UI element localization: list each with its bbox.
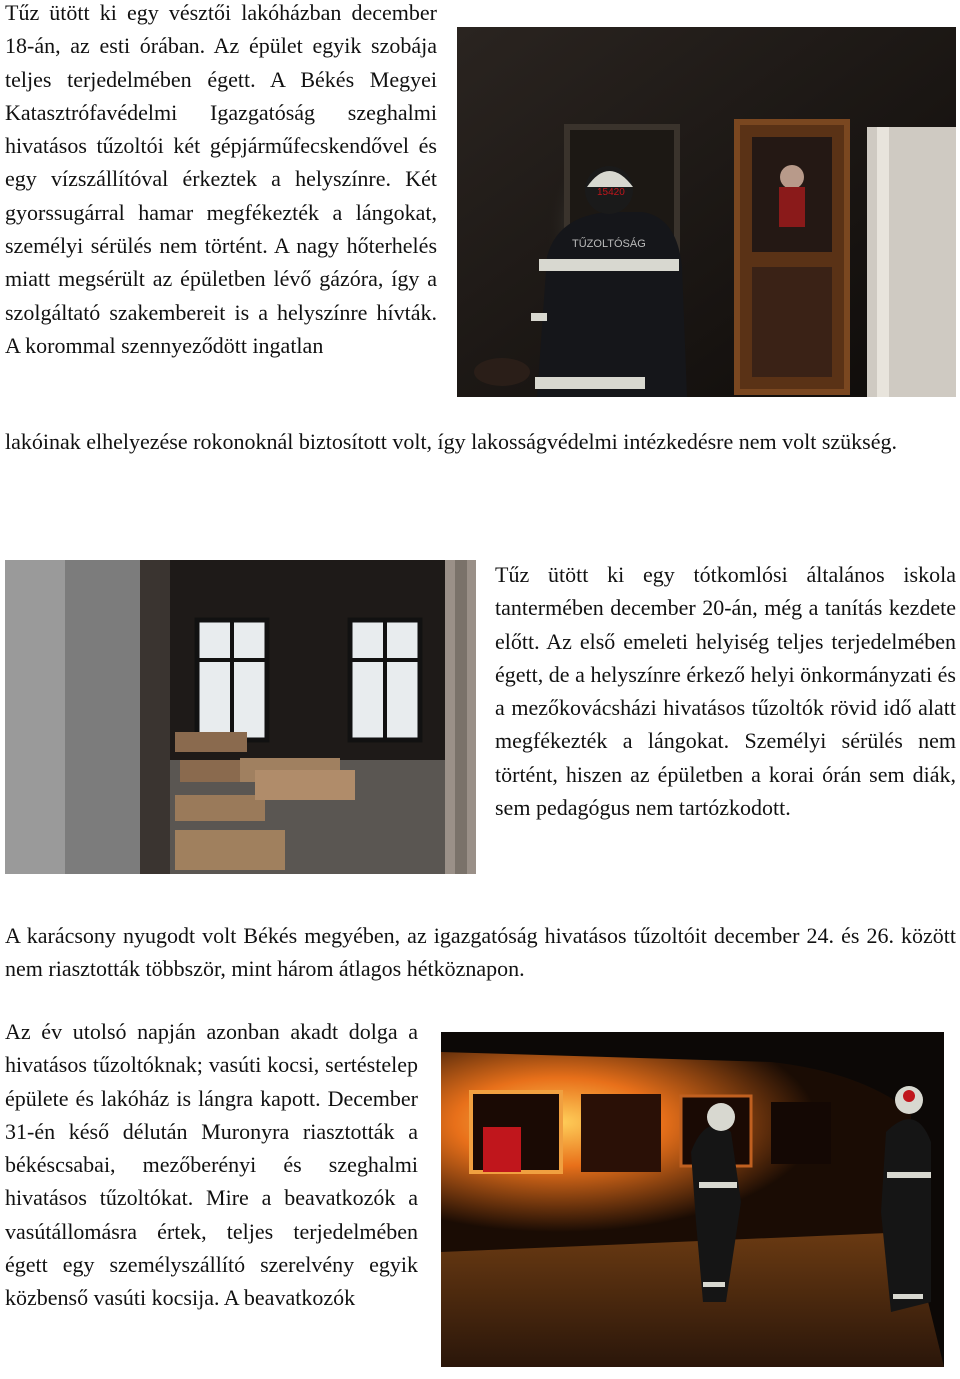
jacket-text: TŰZOLTÓSÁG [572,238,646,250]
article1-text-top: Tűz ütött ki egy vésztői lakóházban december 18-án, az esti órában. Az épület egyik szobája teljes terjedelmében égett. A Békés Megyei Katasztrófavédelmi Igazgatóság szeghalmi hivatásos tűzoltói két gépjárműfecskendővel és egy vízszállítóval érkeztek a helyszínre. Két gyorssugárral hamar megfékezték a lángokat, személyi sérülés nem történt. A nagy hőterhelés miatt megsérült az épületben lévő gázóra, így a szolgáltató szakembereit is a helyszínre hívták. A korommal szennyeződött ingatlan [5,0,437,358]
photo-firefighter-burned-room [457,27,956,397]
article4-text: Az év utolsó napján azonban akadt dolga a hivatásos tűzoltóknak; vasúti kocsi, sertéstelep épülete és lakóház is lángra kapott. December 31-én késő délután Muronyra riasztották a békéscsabai, mezőberényi és szeghalmi hivatásos tűzoltókat. Mire a beavatkozók a vasútállomásra értek, teljes terjedelmében égett egy személyszállító szerelvény egyik közbenső vasúti kocsija. A beavatkozók [5,1019,418,1311]
article1-text-bottom: lakóinak elhelyezése rokonoknál biztosított volt, így lakosságvédelmi intézkedésre nem volt szükség. [5,429,897,454]
photo-burned-classroom [5,560,476,874]
article2-text: Tűz ütött ki egy tótkomlósi általános iskola tantermében december 20-án, még a tanítás kezdete előtt. Az első emeleti helyiség teljes terjedelmében égett, de a helyszínre érkező helyi önkormányzati és a mezőkovácsházi hivatásos tűzoltók rövid idő alatt megfékezték a lángokat. Személyi sérülés nem történt, hiszen az épületben a korai órán sem diák, sem pedagógus nem tartózkodott. [495,562,956,821]
photo-burning-railway-car [441,1032,944,1367]
helmet-number: 15420 [597,187,625,198]
article3-text: A karácsony nyugodt volt Békés megyében, az igazgatóság hivatásos tűzoltóit december 24. és 26. között nem riasztották többször, mint három átlagos hétköznapon. [5,923,956,982]
